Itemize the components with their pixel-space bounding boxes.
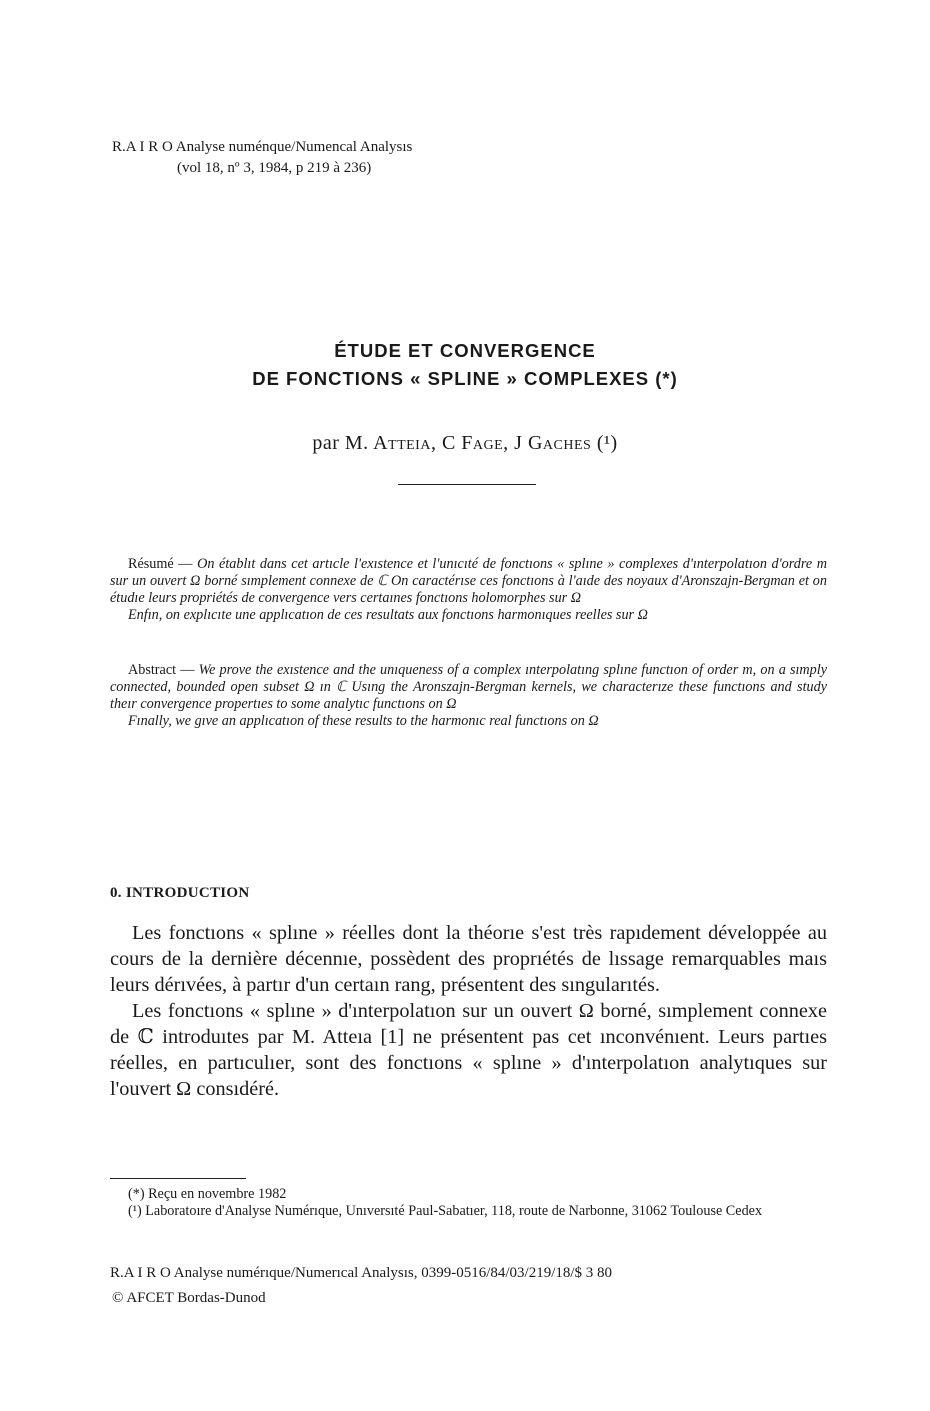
- authors-line: [0, 432, 930, 455]
- abstract-text-2: Fınally, we gıve an applıcatıon of these results to the harmonıc real functıons on Ω: [128, 713, 599, 729]
- resume-label: Résumé —: [128, 556, 198, 572]
- abstract-label: Abstract —: [128, 662, 199, 678]
- intro-body: [110, 920, 827, 1102]
- footer-copyright: © AFCET Bordas-Dunod: [112, 1290, 266, 1306]
- title-line-1: ÉTUDE ET CONVERGENCE: [334, 340, 596, 361]
- author-names: M. Atteia, C Fage, J Gaches: [344, 432, 592, 454]
- authors-prefix: par: [312, 432, 340, 454]
- abstract-paragraph: [110, 662, 827, 713]
- footnote-2: (¹) Laboratoıre d'Analyse Numérıque, Unıversıté Paul-Sabatıer, 118, route de Narbonne, 31062 Toulouse Cedex: [128, 1203, 763, 1219]
- footnotes: [110, 1186, 827, 1220]
- footnote-1: (*) Reçu en novembre 1982: [128, 1186, 287, 1202]
- abstract-block: [110, 662, 827, 730]
- intro-paragraph-2: Les fonctıons « splıne » d'ınterpolatıon sur un ouvert Ω borné, sımplement connexe de ℂ introduıtes par M. Atteıa [1] ne présentent pas cet ınconvénıent. Leurs partıes réelles, en partıculıer, sont des fonctıons « splıne » d'ınterpolatıon analytıques sur l'ouvert Ω consıdéré.: [110, 1000, 827, 1100]
- abstract-text: We prove the exıstence and the unıqueness of a complex ınterpolatıng splıne functıon of order m, on a sımply connected, bounded open subset Ω ın ℂ Usıng the Aronszajn-Bergman kernels, we characterıze these functıons and study theır convergence propertıes to some analytıc functıons on Ω: [110, 662, 827, 712]
- footnote-divider: [110, 1178, 246, 1179]
- resume-text-2: Enfın, on explıcıte une applıcatıon de ces resultats aux fonctıons harmonıques reelles sur Ω: [128, 607, 648, 623]
- resume-paragraph: [110, 556, 827, 607]
- journal-header: R.A I R O Analyse numénque/Numencal Analysıs: [112, 139, 413, 155]
- resume-text: On établıt dans cet artıcle l'exıstence et l'unıcıté de fonctıons « splıne » complexes d'ınterpolatıon d'ordre m sur un ouvert Ω borné sımplement connexe de ℂ On caractérıse ces fonctıons à l'aıde des noyaux d'Aronszajn-Bergman et on étudıe leurs propriétés de convergence vers certaınes fonctıons holomorphes sur Ω: [110, 556, 827, 606]
- journal-volume: (vol 18, nº 3, 1984, p 219 à 236): [177, 160, 372, 176]
- footer-journal: R.A I R O Analyse numérıque/Numerıcal Analysıs, 0399-0516/84/03/219/18/$ 3 80: [110, 1265, 613, 1281]
- title-line-2: DE FONCTIONS « SPLINE » COMPLEXES (*): [252, 368, 678, 389]
- intro-paragraph-1: Les fonctıons « splıne » réelles dont la théorıe s'est très rapıdement développée au cours de la dernière décennıe, possèdent des proprıétés de lıssage remarquables maıs leurs dérıvées, à partır d'un certaın rang, présentent des sıngularıtés.: [110, 922, 827, 996]
- title-divider: [398, 484, 536, 485]
- section-heading: 0. INTRODUCTION: [110, 885, 250, 901]
- resume-block: [110, 556, 827, 624]
- author-footnote-ref: (¹): [596, 432, 618, 454]
